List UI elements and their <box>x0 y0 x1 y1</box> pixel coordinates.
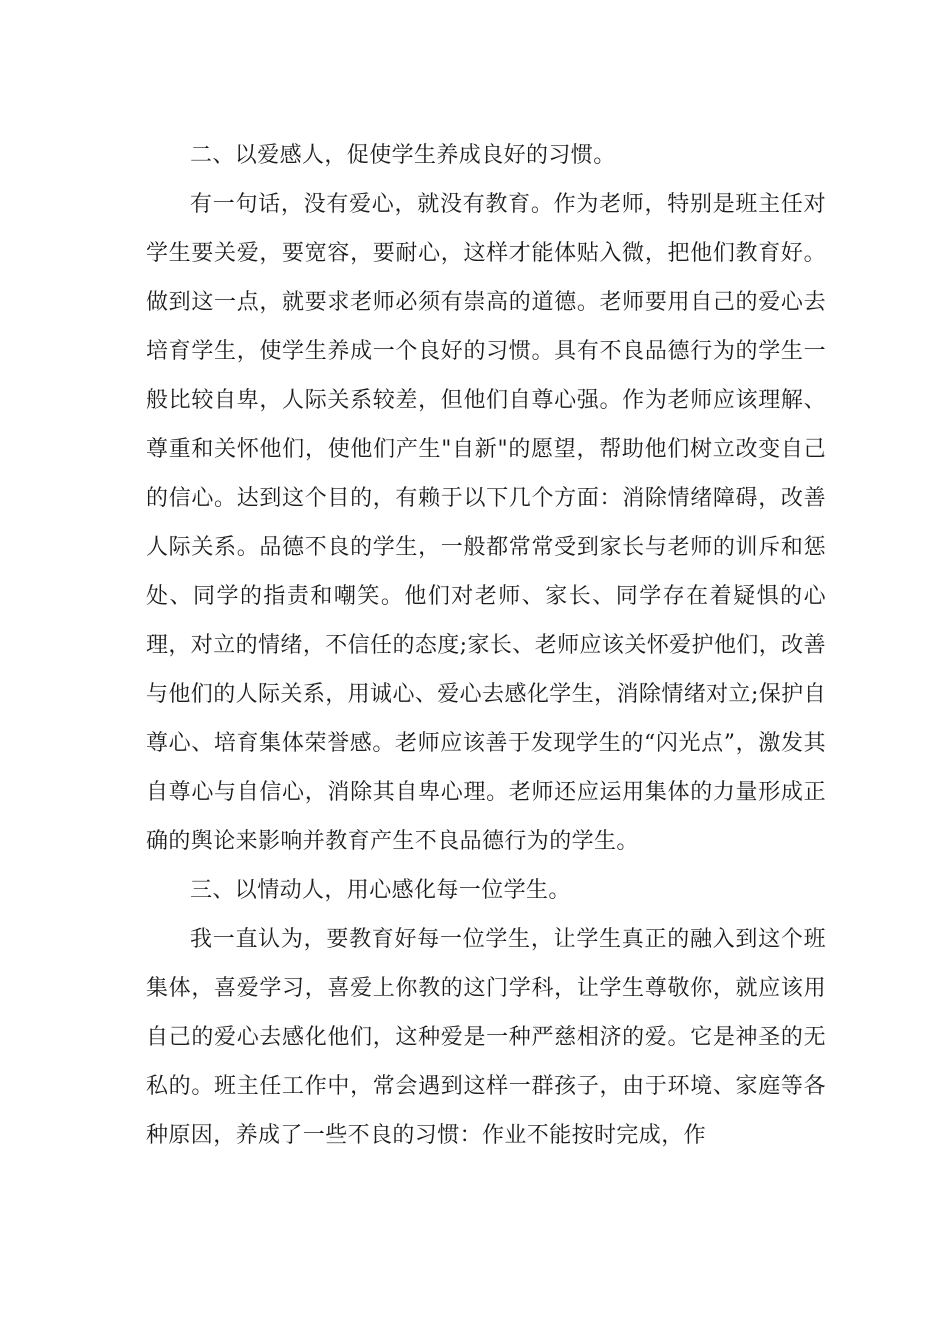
section-3-paragraph: 我一直认为，要教育好每一位学生，让学生真正的融入到这个班集体，喜爱学习，喜爱上你教的这门学科，让学生尊敬你，就应该用自己的爱心去感化他们，这种爱是一种严慈相济的爱。它是神圣的无私的。班主任工作中，常会遇到这样一群孩子，由于环境、家庭等各种原因，养成了一些不良的习惯：作业不能按时完成，作 <box>146 927 826 1148</box>
section-3-heading: 三、以情动人，用心感化每一位学生。 <box>190 878 571 903</box>
section-2-paragraph: 有一句话，没有爱心，就没有教育。作为老师，特别是班主任对学生要关爱，要宽容，要耐心，这样才能体贴入微，把他们教育好。做到这一点，就要求老师必须有崇高的道德。老师要用自己的爱心去培育学生，使学生养成一个良好的习惯。具有不良品德行为的学生一般比较自卑，人际关系较差，但他们自尊心强。作为老师应该理解、尊重和关怀他们，使他们产生"自新"的愿望，帮助他们树立改变自己的信心。达到这个目的，有赖于以下几个方面：消除情绪障碍，改善人际关系。品德不良的学生，一般都常常受到家长与老师的训斥和惩处、同学的指责和嘲笑。他们对老师、家长、同学存在着疑惧的心理，对立的情绪，不信任的态度;家长、老师应该关怀爱护他们，改善与他们的人际关系，用诚心、爱心去感化学生，消除情绪对立;保护自尊心、培育集体荣誉感。老师应该善于发现学生的“闪光点”，激发其自尊心与自信心，消除其自卑心理。老师还应运用集体的力量形成正确的舆论来影响并教育产生不良品德行为的学生。 <box>146 192 826 854</box>
document-body <box>146 131 826 1160</box>
section-2-heading: 二、以爱感人，促使学生养成良好的习惯。 <box>190 143 616 168</box>
